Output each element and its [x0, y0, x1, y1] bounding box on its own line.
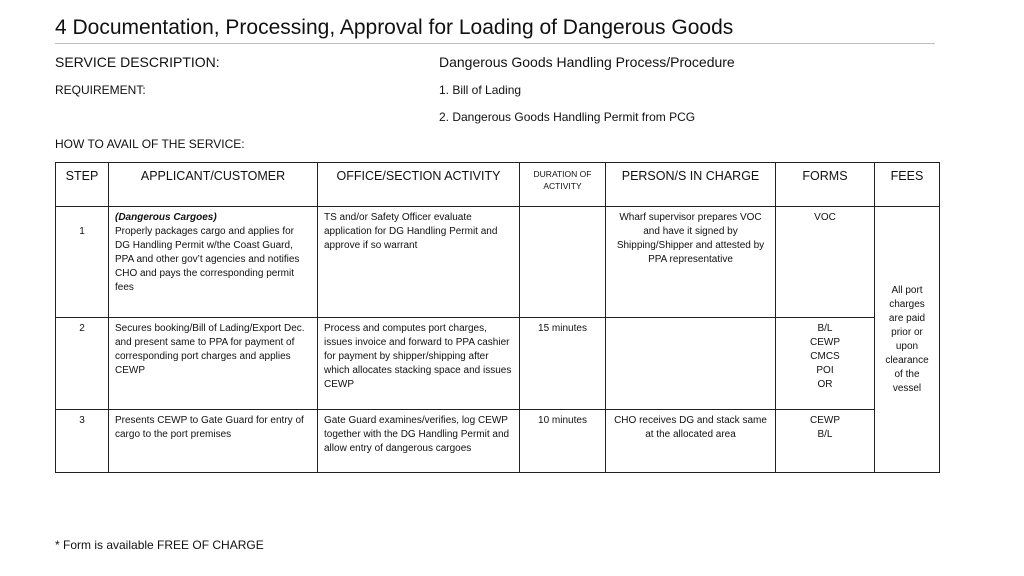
- person-cell: CHO receives DG and stack same at the allocated area: [606, 410, 776, 473]
- step-cell: 2: [56, 318, 109, 410]
- title-divider: [55, 43, 935, 44]
- activity-cell: Gate Guard examines/verifies, log CEWP together with the DG Handling Permit and allow entry of dangerous cargoes: [318, 410, 520, 473]
- applicant-cell: Secures booking/Bill of Lading/Export Dec. and present same to PPA for payment of corresponding port charges and applies CEWP: [109, 318, 318, 410]
- page-title: 4 Documentation, Processing, Approval for Loading of Dangerous Goods: [55, 16, 734, 39]
- how-to-avail-label: HOW TO AVAIL OF THE SERVICE:: [55, 137, 245, 151]
- form-item: B/L: [817, 429, 833, 440]
- person-cell: [606, 318, 776, 410]
- table-header-row: [56, 163, 940, 207]
- person-cell: Wharf supervisor prepares VOC and have it signed by Shipping/Shipper and attested by PPA representative: [606, 207, 776, 318]
- header-person: PERSON/S IN CHARGE: [606, 163, 776, 207]
- requirement-item-2: 2. Dangerous Goods Handling Permit from PCG: [439, 110, 696, 124]
- step-cell: 1: [56, 207, 109, 318]
- service-description-value: Dangerous Goods Handling Process/Procedure: [439, 54, 735, 70]
- activity-cell: TS and/or Safety Officer evaluate application for DG Handling Permit and approve if so warrant: [318, 207, 520, 318]
- form-item: B/L: [817, 323, 833, 334]
- fees-cell: All port charges are paid prior or upon clearance of the vessel: [875, 207, 940, 473]
- footnote: * Form is available FREE OF CHARGE: [55, 538, 264, 552]
- applicant-cell: Presents CEWP to Gate Guard for entry of cargo to the port premises: [109, 410, 318, 473]
- requirement-item-1: 1. Bill of Lading: [439, 83, 522, 97]
- service-description-label: SERVICE DESCRIPTION:: [55, 54, 220, 70]
- requirement-label: REQUIREMENT:: [55, 83, 146, 97]
- header-forms: FORMS: [776, 163, 875, 207]
- applicant-heading: (Dangerous Cargoes): [115, 212, 217, 223]
- form-item: CEWP: [810, 415, 840, 426]
- header-applicant: APPLICANT/CUSTOMER: [109, 163, 318, 207]
- activity-cell: Process and computes port charges, issues invoice and forward to PPA cashier for payment by shipper/shipping after which allocates stacking space and issues CEWP: [318, 318, 520, 410]
- forms-cell: [776, 318, 875, 410]
- applicant-text: Properly packages cargo and applies for DG Handling Permit w/the Coast Guard, PPA and other gov’t agencies and notifies CHO and pays the corresponding permit fees: [115, 226, 300, 293]
- table-row: [56, 410, 940, 473]
- header-activity: OFFICE/SECTION ACTIVITY: [318, 163, 520, 207]
- table-row: [56, 207, 940, 318]
- procedure-table: [55, 162, 940, 473]
- duration-cell: 15 minutes: [520, 318, 606, 410]
- form-item: CEWP: [810, 337, 840, 348]
- forms-cell: [776, 207, 875, 318]
- form-item: VOC: [814, 212, 836, 223]
- header-fees: FEES: [875, 163, 940, 207]
- header-duration: DURATION OF ACTIVITY: [520, 163, 606, 207]
- duration-cell: 10 minutes: [520, 410, 606, 473]
- form-item: POI: [816, 365, 834, 376]
- form-item: CMCS: [810, 351, 840, 362]
- applicant-cell: [109, 207, 318, 318]
- table-row: [56, 318, 940, 410]
- step-cell: 3: [56, 410, 109, 473]
- duration-cell: [520, 207, 606, 318]
- header-step: STEP: [56, 163, 109, 207]
- forms-cell: [776, 410, 875, 473]
- form-item: OR: [817, 379, 833, 390]
